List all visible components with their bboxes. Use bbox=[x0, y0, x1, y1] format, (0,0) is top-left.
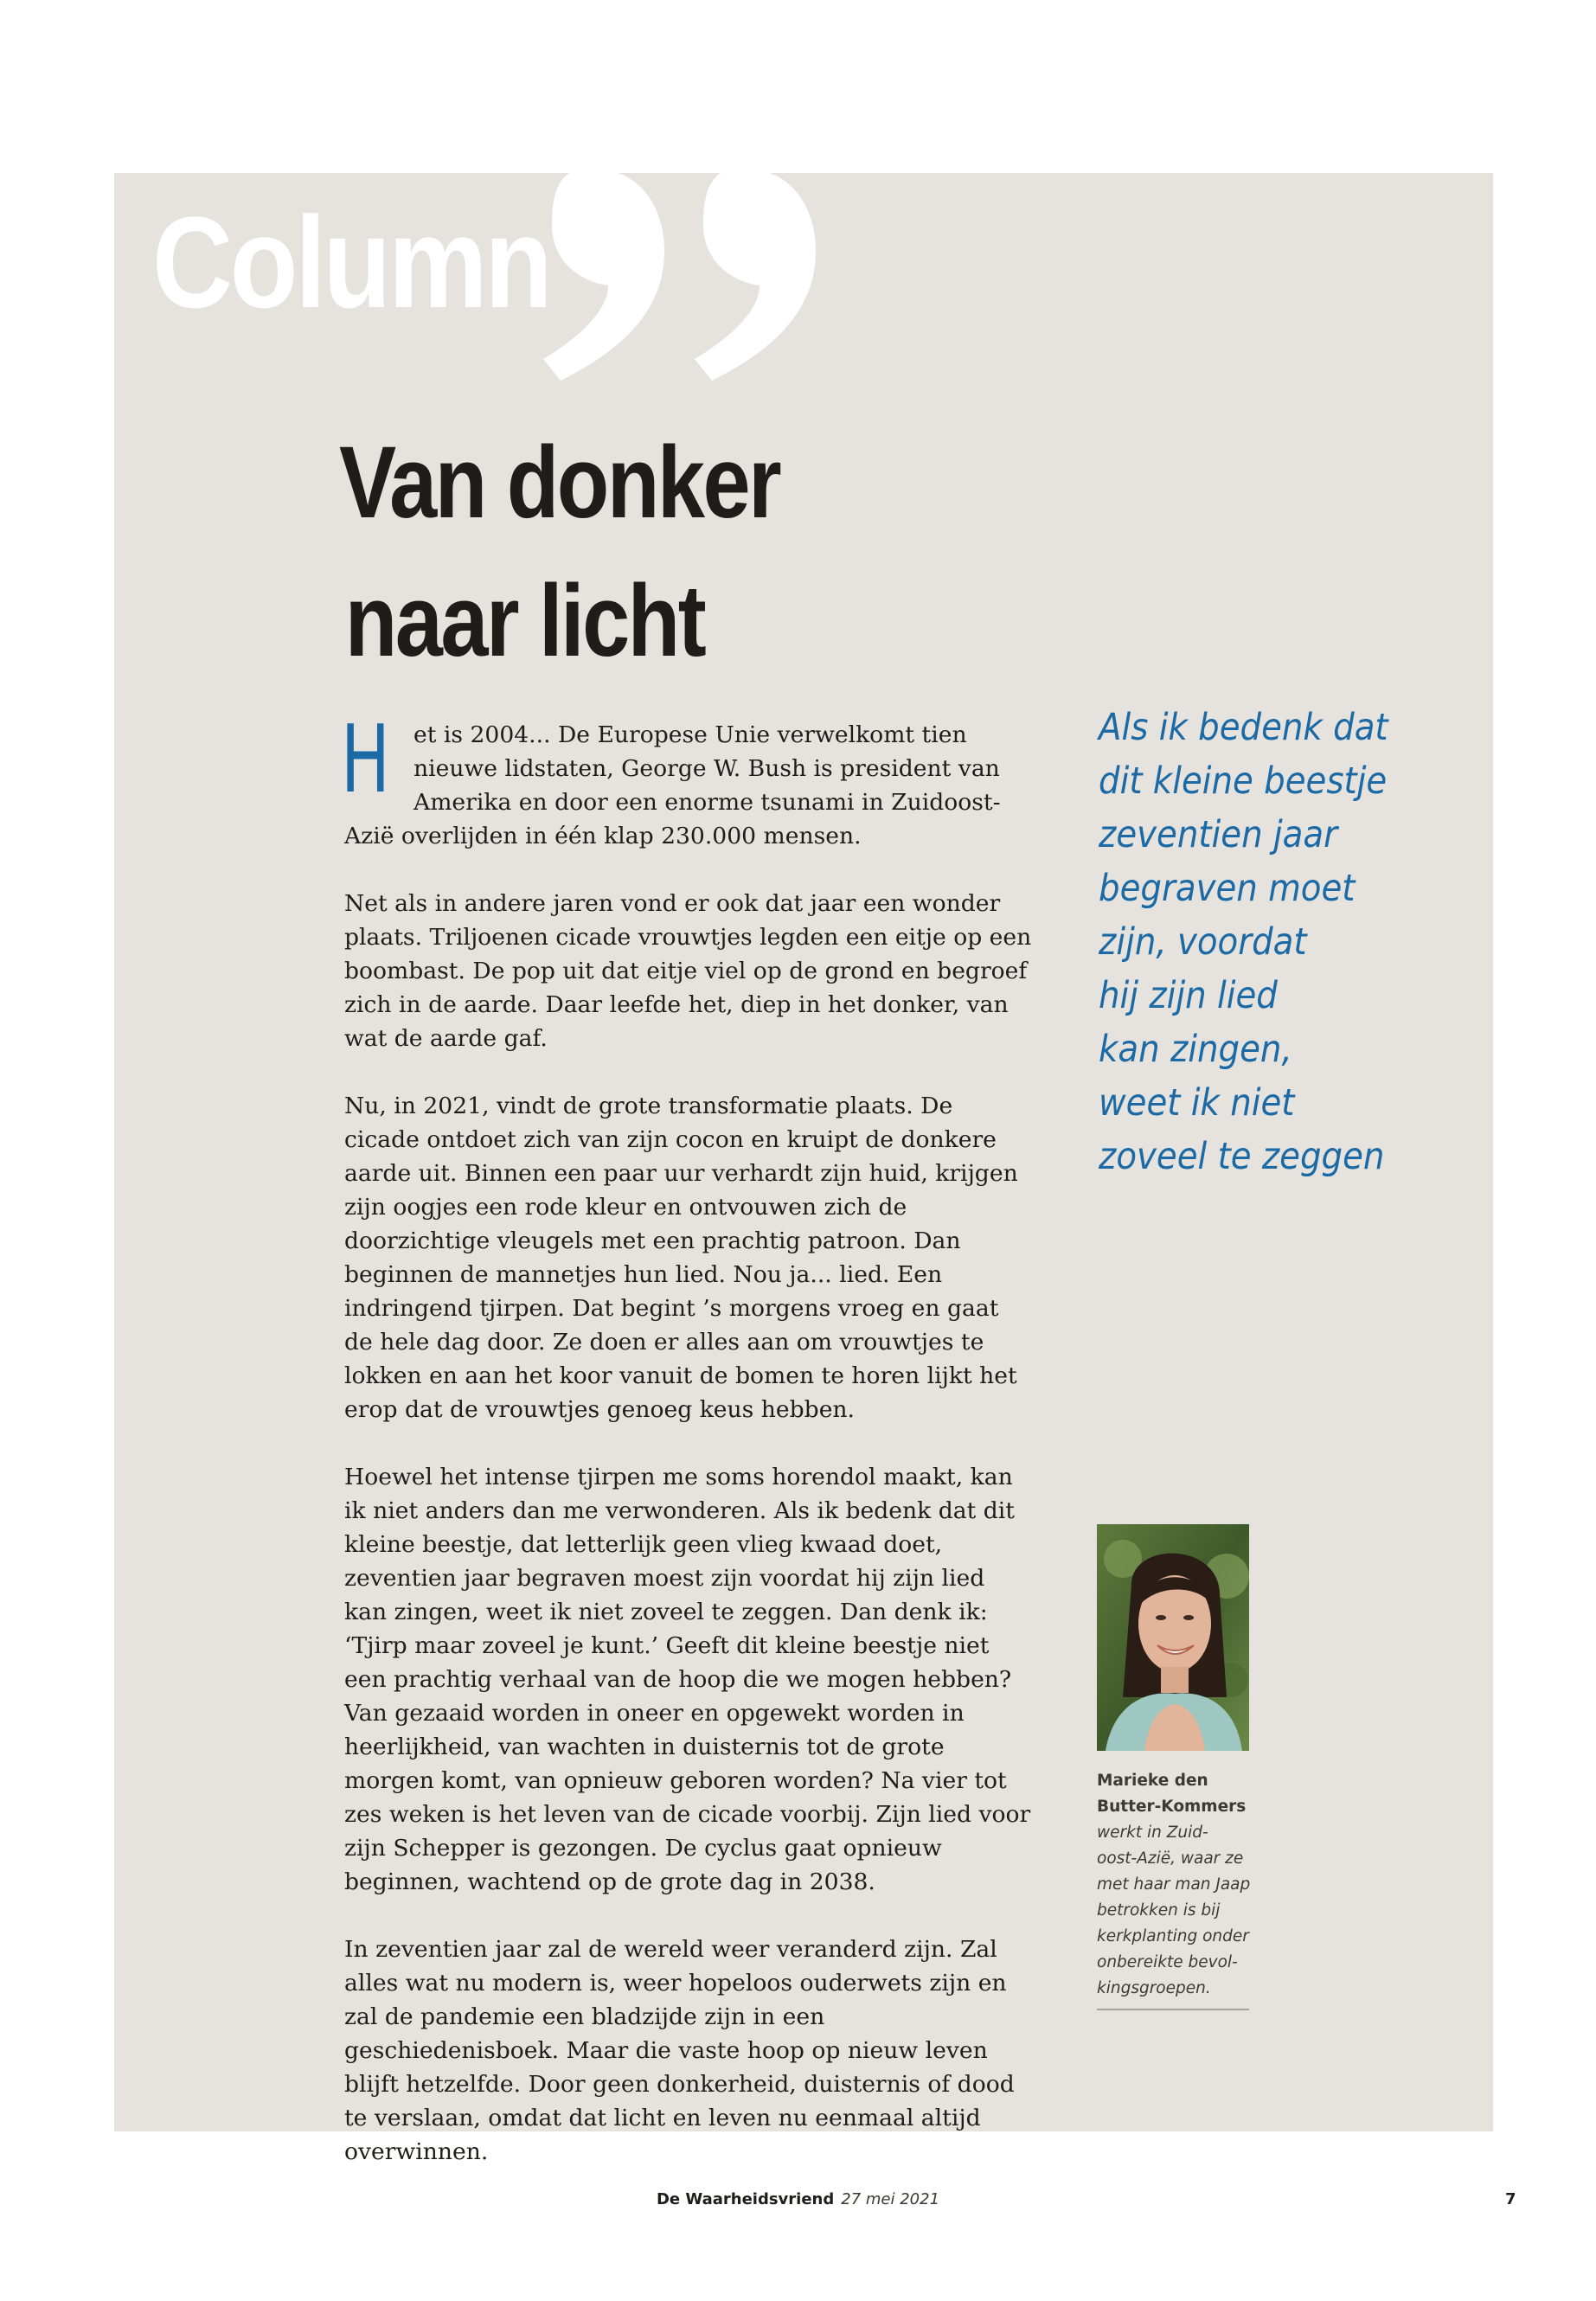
article-title-line1: Van donker bbox=[339, 426, 780, 540]
pull-quote-line: weet ik niet bbox=[1099, 1081, 1295, 1125]
publication-name: De Waarheidsvriend bbox=[656, 2190, 835, 2208]
publication-date: 27 mei 2021 bbox=[841, 2190, 940, 2208]
author-name-line2: Butter-Kommers bbox=[1097, 1798, 1247, 1816]
paragraph-5: In zeventien jaar zal de wereld weer veranderd zijn. Zal alles wat nu modern is, weer hopeloos ouderwets zijn en zal de pandemie een bladzijde zijn in een geschiedenisboek. Maar die vaste hoop op nieuw leven blijft hetzelfde. Door geen donkerheid, duisternis of dood te verslaan, omdat dat licht en leven nu eenmaal altijd overwinnen. bbox=[344, 1936, 1015, 2165]
pull-quote-line: zoveel te zeggen bbox=[1099, 1135, 1385, 1178]
author-info bbox=[1097, 1768, 1270, 2002]
quotation-mark-icon bbox=[535, 121, 846, 389]
author-bio-line: onbereikte bevol- bbox=[1097, 1953, 1238, 1971]
paragraph-1-text: et is 2004... De Europese Unie verwelkomt tien nieuwe lidstaten, George W. Bush is president van Amerika en door een enorme tsunami in Zuidoost-Azië overlijden in één klap 230.000 mensen. bbox=[344, 721, 1001, 849]
author-bio-line: kingsgroepen. bbox=[1097, 1979, 1211, 1997]
pull-quote-line: zijn, voordat bbox=[1099, 920, 1307, 964]
paragraph-4: Hoewel het intense tjirpen me soms horendol maakt, kan ik niet anders dan me verwonderen. Als ik bedenk dat dit kleine beestje, dat letterlijk geen vlieg kwaad doet, zeventien jaar begraven moest zijn voordat hij zijn lied kan zingen, weet ik niet zoveel te zeggen. Dan denk ik: ‘Tjirp maar zoveel je kunt.’ Geeft dit kleine beestje niet een prachtig verhaal van de hoop die we mogen hebben? Van gezaaid worden in oneer en opgewekt worden in heerlijkheid, van wachten in duisternis tot de grote morgen komt, van opnieuw geboren worden? Na vier tot zes weken is het leven van de cicade voorbij. Zijn lied voor zijn Schepper is gezongen. De cyclus gaat opnieuw beginnen, wachtend op de grote dag in 2038. bbox=[344, 1464, 1031, 1895]
author-divider bbox=[1097, 2009, 1249, 2010]
author-name-line1: Marieke den bbox=[1097, 1772, 1208, 1790]
pull-quote-line: zeventien jaar bbox=[1099, 813, 1338, 856]
pull-quote-line: hij zijn lied bbox=[1099, 974, 1278, 1017]
pull-quote-line: dit kleine beestje bbox=[1099, 760, 1388, 803]
author-bio-line: werkt in Zuid- bbox=[1097, 1823, 1208, 1842]
article-title bbox=[339, 413, 993, 690]
page-footer bbox=[0, 2190, 1596, 2208]
pull-quote-line: kan zingen, bbox=[1099, 1028, 1292, 1071]
pull-quote-line: Als ik bedenk dat bbox=[1099, 706, 1388, 749]
author-bio-line: met haar man Jaap bbox=[1097, 1875, 1251, 1894]
pull-quote-line: begraven moet bbox=[1099, 867, 1356, 910]
article-body bbox=[341, 706, 1032, 2202]
author-bio-line: kerkplanting onder bbox=[1097, 1927, 1249, 1945]
author-bio-line: oost-Azië, waar ze bbox=[1097, 1849, 1244, 1868]
pull-quote bbox=[1099, 701, 1426, 1183]
author-photo bbox=[1097, 1524, 1249, 1751]
section-label: Column bbox=[152, 189, 550, 335]
article-title-line2: naar licht bbox=[344, 564, 705, 678]
paragraph-2: Net als in andere jaren vond er ook dat jaar een wonder plaats. Triljoenen cicade vrouwtjes legden een eitje op een boombast. De pop uit dat eitje viel op de grond en begroef zich in de aarde. Daar leefde het, diep in het donker, van wat de aarde gaf. bbox=[344, 890, 1032, 1052]
drop-cap: H bbox=[341, 706, 390, 814]
paragraph-1 bbox=[341, 706, 1032, 853]
page-number: 7 bbox=[1505, 2190, 1516, 2208]
author-bio-line: betrokken is bij bbox=[1097, 1901, 1221, 1920]
paragraph-3: Nu, in 2021, vindt de grote transformatie plaats. De cicade ontdoet zich van zijn cocon en kruipt de donkere aarde uit. Binnen een paar uur verhardt zijn huid, krijgen zijn oogjes een rode kleur en ontvouwen zich de doorzichtige vleugels met een prachtig patroon. Dan beginnen de mannetjes hun lied. Nou ja... lied. Een indringend tjirpen. Dat begint ’s morgens vroeg en gaat de hele dag door. Ze doen er alles aan om vrouwtjes te lokken en aan het koor vanuit de bomen te horen lijkt het erop dat de vrouwtjes genoeg keus hebben. bbox=[344, 1093, 1018, 1423]
